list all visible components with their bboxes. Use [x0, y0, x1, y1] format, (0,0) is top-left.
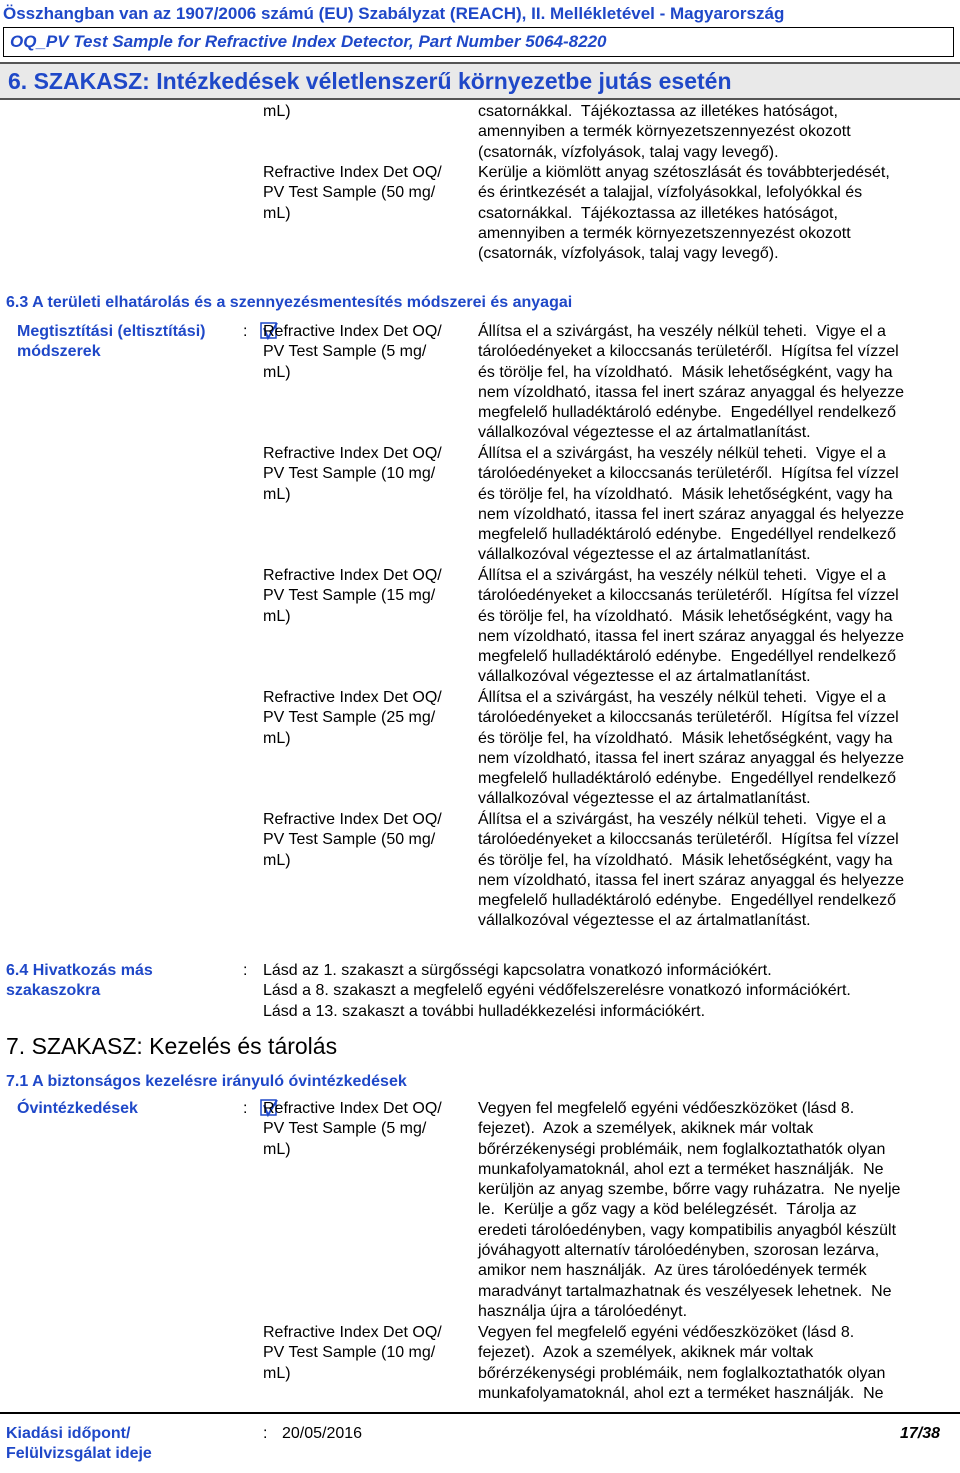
- text-line: Kiadási időpont/: [6, 1425, 131, 1442]
- cleanup-description-15mg: [478, 566, 904, 688]
- text-line: (csatornák, vízfolyások, talaj vagy levegő).: [478, 245, 779, 263]
- text-line: vállalkozóval végeztesse el az ártalmatlanítást.: [478, 790, 811, 808]
- text-line: vállalkozóval végeztesse el az ártalmatlanítást.: [478, 424, 811, 442]
- text-line: amikor nem használják. Az üres tárolóedények termék: [478, 1262, 867, 1280]
- cleanup-description-5mg: [478, 322, 904, 444]
- text-line: PV Test Sample (10 mg/: [263, 465, 436, 483]
- text-line: amennyiben a termék környezetszennyezést okozott: [478, 224, 851, 242]
- text-line: Refractive Index Det OQ/: [263, 1324, 442, 1341]
- text-line: Megtisztítási (eltisztítási): [17, 323, 206, 340]
- text-line: mL): [263, 485, 291, 503]
- cleanup-methods-label: [17, 322, 205, 363]
- text-line: tárolóedényeket a kiloccsanás területéről. Hígítsa fel vízzel: [478, 831, 899, 849]
- precaution-description-10mg: [478, 1323, 885, 1404]
- text-line: és törölje fel, ha vízoldható. Másik lehetőségként, vagy ha: [478, 729, 893, 747]
- cleanup-description-50mg: [478, 810, 904, 932]
- issue-date-value: 20/05/2016: [282, 1425, 363, 1442]
- text-line: 6.4 Hivatkozás más: [6, 962, 153, 979]
- text-line: vállalkozóval végeztesse el az ártalmatlanítást.: [478, 668, 811, 686]
- product-subtitle-box: [3, 27, 954, 57]
- text-line: mL): [263, 363, 291, 381]
- section-7-title: 7. SZAKASZ: Kezelés és tárolás: [6, 1033, 338, 1059]
- text-line: PV Test Sample (15 mg/: [263, 587, 436, 605]
- text-line: és törölje fel, ha vízoldható. Másik lehetőségként, vagy ha: [478, 485, 893, 503]
- text-line: fejezet). Azok a személyek, akiknek már voltak: [478, 1120, 814, 1138]
- text-line: Refractive Index Det OQ/: [263, 811, 442, 828]
- product-name-cont-b: [263, 163, 442, 224]
- text-line: Állítsa el a szivárgást, ha veszély nélkül teheti. Vigye el a: [478, 323, 886, 340]
- text-line: Vegyen fel megfelelő egyéni védőeszközöket (lásd 8.: [478, 1100, 855, 1117]
- product-name-25mg: [263, 688, 442, 749]
- section-6-banner: [0, 62, 960, 100]
- text-line: Kerülje a kiömlött anyag szétoszlását és továbbterjedését,: [478, 164, 890, 181]
- cleanup-description-10mg: [478, 444, 904, 566]
- product-name-15mg: [263, 566, 442, 627]
- text-line: Refractive Index Det OQ/: [263, 689, 442, 706]
- text-line: Vegyen fel megfelelő egyéni védőeszközöket (lásd 8.: [478, 1324, 855, 1341]
- footer-divider: [0, 1412, 960, 1414]
- product-name-cont: mL): [263, 103, 291, 120]
- text-line: módszerek: [17, 343, 101, 361]
- text-line: Állítsa el a szivárgást, ha veszély nélkül teheti. Vigye el a: [478, 567, 886, 584]
- description-cont-a: [478, 102, 851, 163]
- text-line: munkafolyamatoknál, ahol ezt a terméket használják. Ne: [478, 1160, 884, 1178]
- text-line: (csatornák, vízfolyások, talaj vagy levegő).: [478, 143, 779, 161]
- text-line: Refractive Index Det OQ/: [263, 445, 442, 462]
- text-line: Állítsa el a szivárgást, ha veszély nélkül teheti. Vigye el a: [478, 811, 886, 828]
- text-line: Lásd az 1. szakaszt a sürgősségi kapcsolatra vonatkozó információkért.: [263, 962, 772, 979]
- text-line: szakaszokra: [6, 982, 101, 1000]
- product-name-5mg: [263, 322, 442, 383]
- text-line: és törölje fel, ha vízoldható. Másik lehetőségként, vagy ha: [478, 607, 893, 625]
- product-name-10mg: [263, 444, 442, 505]
- text-line: tárolóedényeket a kiloccsanás területéről. Hígítsa fel vízzel: [478, 587, 899, 605]
- text-line: nem vízoldható, itassa fel inert száraz anyaggal és helyezze: [478, 505, 905, 523]
- cleanup-description-25mg: [478, 688, 904, 810]
- text-line: mL): [263, 204, 291, 222]
- text-line: megfelelő hulladéktároló edénybe. Engedéllyel rendelkező: [478, 892, 897, 910]
- text-line: Refractive Index Det OQ/: [263, 164, 442, 181]
- text-line: nem vízoldható, itassa fel inert száraz anyaggal és helyezze: [478, 871, 905, 889]
- text-line: Refractive Index Det OQ/: [263, 1100, 442, 1117]
- field-colon: :: [243, 1100, 248, 1117]
- text-line: és törölje fel, ha vízoldható. Másik lehetőségként, vagy ha: [478, 363, 893, 381]
- precaution-description-5mg: [478, 1099, 900, 1322]
- text-line: Refractive Index Det OQ/: [263, 567, 442, 584]
- text-line: nem vízoldható, itassa fel inert száraz anyaggal és helyezze: [478, 627, 905, 645]
- text-line: nem vízoldható, itassa fel inert száraz anyaggal és helyezze: [478, 749, 905, 767]
- text-line: PV Test Sample (10 mg/: [263, 1344, 436, 1362]
- text-line: mL): [263, 729, 291, 747]
- text-line: PV Test Sample (5 mg/: [263, 1120, 427, 1138]
- text-line: kerüljön az anyag szembe, bőrre vagy ruházatra. Ne nyelje: [478, 1181, 901, 1199]
- text-line: mL): [263, 607, 291, 625]
- text-line: vállalkozóval végeztesse el az ártalmatlanítást.: [478, 912, 811, 930]
- text-line: megfelelő hulladéktároló edénybe. Engedéllyel rendelkező: [478, 404, 897, 422]
- text-line: Refractive Index Det OQ/: [263, 323, 442, 340]
- product-name-50mg: [263, 810, 442, 871]
- field-colon: :: [243, 962, 248, 979]
- product-subtitle: OQ_PV Test Sample for Refractive Index Detector, Part Number 5064-8220: [10, 32, 607, 51]
- page-number: 17/38: [900, 1425, 941, 1442]
- text-line: megfelelő hulladéktároló edénybe. Engedéllyel rendelkező: [478, 770, 897, 788]
- text-line: csatornákkal. Tájékoztassa az illetékes hatóságot,: [478, 103, 838, 120]
- precautions-label: Óvintézkedések: [17, 1100, 138, 1117]
- description-cont-b: [478, 163, 890, 264]
- text-line: fejezet). Azok a személyek, akiknek már voltak: [478, 1344, 814, 1362]
- text-line: tárolóedényeket a kiloccsanás területéről. Hígítsa fel vízzel: [478, 465, 899, 483]
- text-line: PV Test Sample (25 mg/: [263, 709, 436, 727]
- text-line: bőrérzékenységi problémáik, nem foglalkoztathatók olyan: [478, 1140, 886, 1158]
- text-line: vállalkozóval végeztesse el az ártalmatlanítást.: [478, 546, 811, 564]
- text-line: és érintkezését a talajjal, vízfolyásokkal, lefolyókkal és: [478, 184, 863, 202]
- text-line: Lásd a 8. szakaszt a megfelelő egyéni védőfelszerelésre vonatkozó információkért.: [263, 982, 851, 1000]
- text-line: mL): [263, 1140, 291, 1158]
- text-line: és törölje fel, ha vízoldható. Másik lehetőségként, vagy ha: [478, 851, 893, 869]
- text-line: mL): [263, 851, 291, 869]
- text-line: le. Kerülje a gőz vagy a köd belélegzését. Tárolja az: [478, 1201, 857, 1219]
- product-name-10mg: [263, 1323, 442, 1384]
- text-line: PV Test Sample (50 mg/: [263, 184, 436, 202]
- subsection-6-3-title: 6.3 A területi elhatárolás és a szennyezésmentesítés módszerei és anyagai: [6, 294, 573, 311]
- field-colon: :: [243, 323, 248, 340]
- text-line: tárolóedényeket a kiloccsanás területéről. Hígítsa fel vízzel: [478, 343, 899, 361]
- text-line: Állítsa el a szivárgást, ha veszély nélkül teheti. Vigye el a: [478, 689, 886, 706]
- text-line: csatornákkal. Tájékoztassa az illetékes hatóságot,: [478, 204, 838, 222]
- references-text: [263, 961, 851, 1022]
- text-line: Lásd a 13. szakaszt a további hulladékkezelési információkért.: [263, 1002, 706, 1020]
- text-line: jóváhagyott alternatív tárolóedényben, szorosan lezárva,: [478, 1242, 880, 1260]
- text-line: Állítsa el a szivárgást, ha veszély nélkül teheti. Vigye el a: [478, 445, 886, 462]
- text-line: PV Test Sample (5 mg/: [263, 343, 427, 361]
- text-line: megfelelő hulladéktároló edénybe. Engedéllyel rendelkező: [478, 648, 897, 666]
- field-colon: :: [263, 1425, 268, 1442]
- text-line: amennyiben a termék környezetszennyezést okozott: [478, 123, 851, 141]
- text-line: eredeti tárolóedényben, vagy kompatibilis anyagból készült: [478, 1221, 897, 1239]
- references-label: [6, 961, 153, 1002]
- subsection-7-1-title: 7.1 A biztonságos kezelésre irányuló óvintézkedések: [6, 1073, 407, 1090]
- issue-date-label: [6, 1424, 152, 1465]
- text-line: mL): [263, 1364, 291, 1382]
- text-line: használja újra a tárolóedényt.: [478, 1302, 688, 1320]
- text-line: tárolóedényeket a kiloccsanás területéről. Hígítsa fel vízzel: [478, 709, 899, 727]
- section-6-title: 6. SZAKASZ: Intézkedések véletlenszerű környezetbe jutás esetén: [8, 68, 732, 94]
- text-line: PV Test Sample (50 mg/: [263, 831, 436, 849]
- text-line: nem vízoldható, itassa fel inert száraz anyaggal és helyezze: [478, 383, 905, 401]
- text-line: munkafolyamatoknál, ahol ezt a terméket használják. Ne: [478, 1384, 884, 1402]
- text-line: bőrérzékenységi problémáik, nem foglalkoztathatók olyan: [478, 1364, 886, 1382]
- product-name-5mg: [263, 1099, 442, 1160]
- text-line: megfelelő hulladéktároló edénybe. Engedéllyel rendelkező: [478, 526, 897, 544]
- text-line: maradványt tartalmazhatnak és veszélyesek lehetnek. Ne: [478, 1282, 892, 1300]
- text-line: Felülvizsgálat ideje: [6, 1445, 152, 1463]
- document-header-title: Összhangban van az 1907/2006 számú (EU) Szabályzat (REACH), II. Mellékletével - Magyarország: [3, 4, 785, 23]
